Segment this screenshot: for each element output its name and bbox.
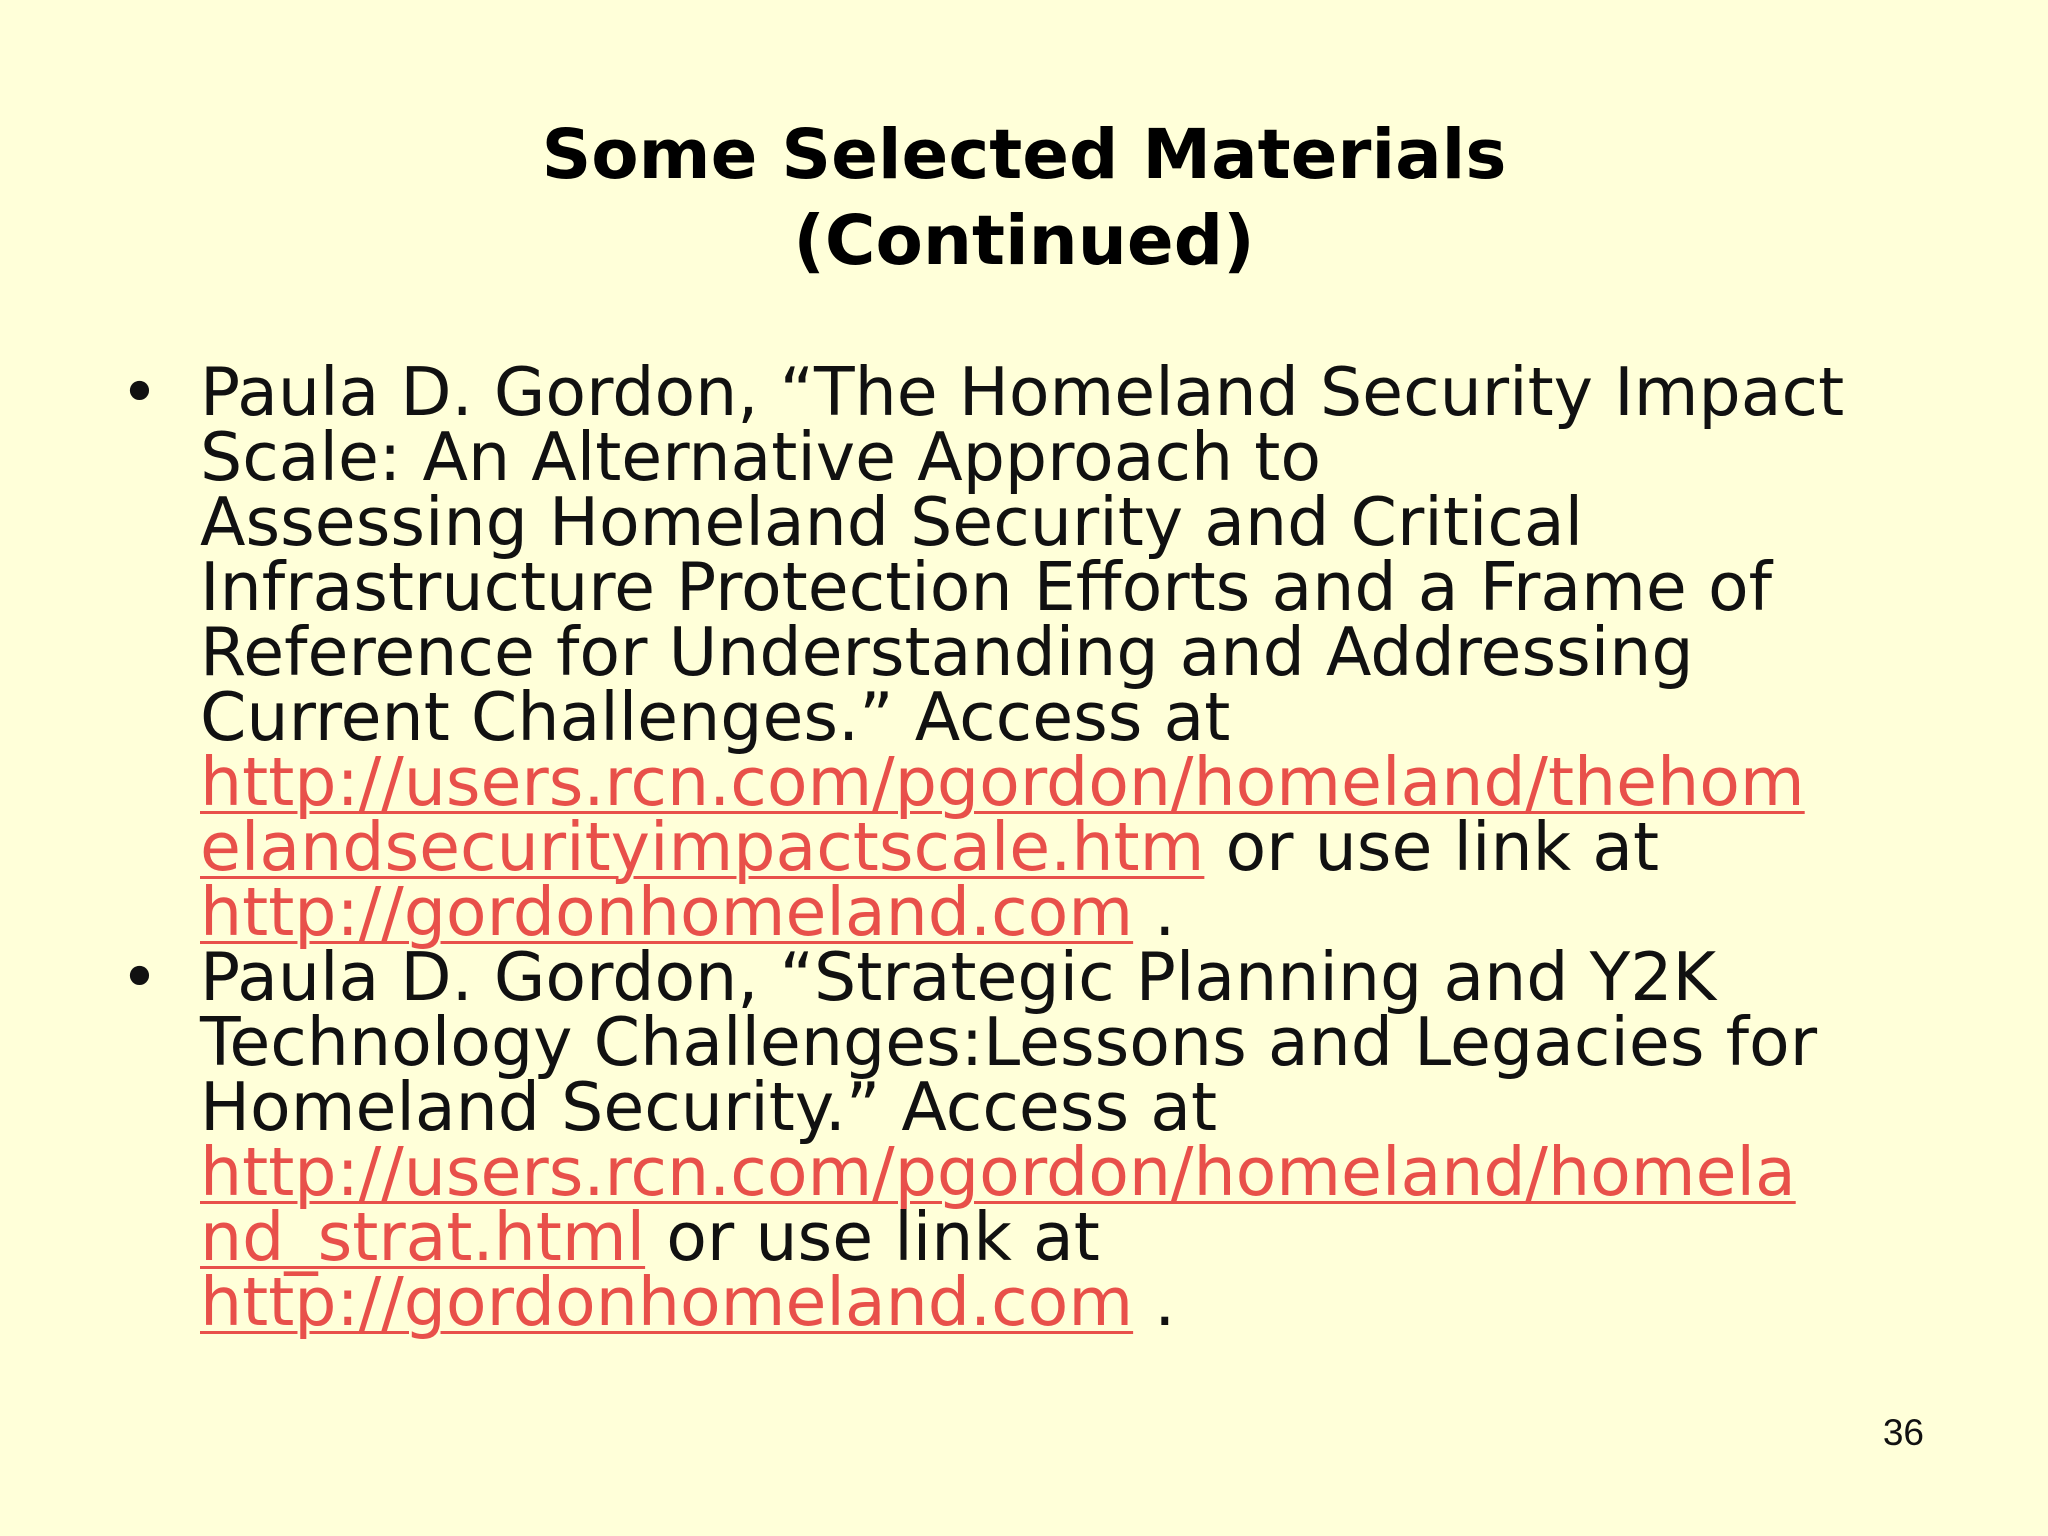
bullet-list	[120, 353, 1960, 1341]
item-text-line: Technology Challenges:Lessons and Legacies for	[200, 1003, 1818, 1081]
strat-link-continued	[200, 1198, 1960, 1276]
item-text-line: Paula D. Gordon, “Strategic Planning and Y2K	[200, 938, 1717, 1016]
gordonhomeland-link[interactable]: http://gordonhomeland.com	[200, 873, 1134, 951]
bullet-icon: •	[120, 354, 159, 431]
period-text: .	[1133, 873, 1176, 951]
or-use-link-text: or use link at	[645, 1198, 1100, 1276]
gordonhomeland-link-line	[200, 873, 1960, 951]
gordonhomeland-link-line	[200, 1263, 1960, 1341]
item-text-line: Current Challenges.” Access at	[200, 678, 1231, 756]
item-text-line: Assessing Homeland Security and Critical	[200, 483, 1584, 561]
list-item-homeland-security-impact-scale	[120, 353, 1960, 951]
period-text: .	[1133, 1263, 1176, 1341]
impact-scale-link-end[interactable]: elandsecurityimpactscale.htm	[200, 808, 1205, 886]
item-text-line: Paula D. Gordon, “The Homeland Security Impact	[200, 353, 1845, 431]
title-line-1: Some Selected Materials	[541, 115, 1507, 195]
gordonhomeland-link[interactable]: http://gordonhomeland.com	[200, 1263, 1134, 1341]
impact-scale-link[interactable]: http://users.rcn.com/pgordon/homeland/thehom	[200, 743, 1805, 821]
title-line-2: (Continued)	[793, 201, 1255, 281]
homeland-strat-link-end[interactable]: nd_strat.html	[200, 1198, 646, 1276]
slide-title	[0, 112, 2048, 284]
strat-link-line	[200, 1133, 1960, 1211]
item-text-line: Reference for Understanding and Addressing	[200, 613, 1694, 691]
homeland-strat-link[interactable]: http://users.rcn.com/pgordon/homeland/homela	[200, 1133, 1796, 1211]
impact-scale-link-line	[200, 743, 1960, 821]
bullet-icon: •	[120, 939, 159, 1016]
impact-scale-link-continued	[200, 808, 1960, 886]
item-text-line: Scale: An Alternative Approach to	[200, 418, 1322, 496]
or-use-link-text: or use link at	[1204, 808, 1660, 886]
item-text-line: Homeland Security.” Access at	[200, 1068, 1218, 1146]
item-text-line: Infrastructure Protection Efforts and a Frame of	[200, 548, 1773, 626]
page-number: 36	[1882, 1412, 1924, 1453]
list-item-strategic-planning-y2k	[120, 938, 1960, 1341]
